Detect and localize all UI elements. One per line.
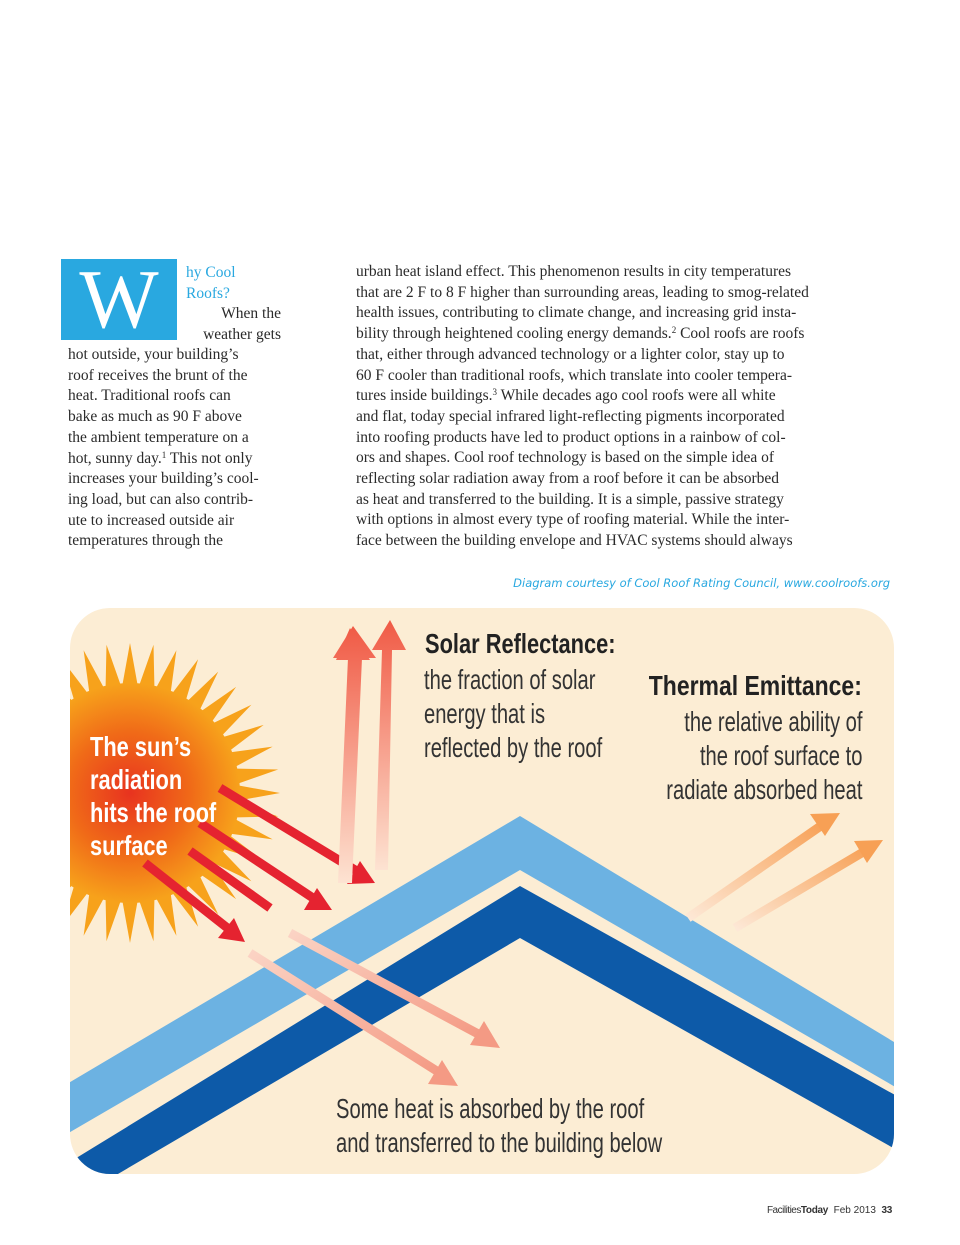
article-heading [186,262,281,304]
definition-line: reflected by the roof [424,732,603,763]
text-segment: bility through heightened cooling energy demands. [356,325,672,343]
drop-cap: W [61,259,177,340]
sun-label [90,730,216,862]
definition-line: the relative ability of [683,706,862,737]
text-line: When the [221,305,281,322]
text-line: health issues, contributing to climate change, and increasing grid insta- [356,304,797,322]
text-line: and flat, today special infrared light-reflecting pigments incorporated [356,407,785,425]
publication-name-bold: Today [800,1205,829,1216]
thermal-emittance-definition [666,705,862,807]
text-segment: Cool roofs are roofs [676,325,805,343]
text-line: temperatures through the [68,532,223,550]
footnote-marker: 1 [161,449,167,460]
text-line: hot outside, your building’s [68,346,239,363]
footnote-marker: 3 [492,387,497,398]
sun-label-line: surface [90,830,168,861]
text-segment: hot, sunny day. [68,449,162,467]
absorbed-line: Some heat is absorbed by the roof [336,1093,645,1124]
emitted-arrows [688,813,883,928]
text-line: bake as much as 90 F above [68,408,242,426]
definition-line: radiate absorbed heat [665,774,862,805]
text-line-footnote [356,324,862,345]
thermal-emittance-title: Thermal Emittance: [648,670,862,701]
solar-reflectance-title: Solar Reflectance: [425,628,616,659]
absorbed-heat-label [336,1092,662,1160]
text-line: increases your building’s cool- [68,470,259,488]
page-footer [767,1205,892,1216]
article-column-2 [356,262,862,552]
text-line: that are 2 F to 8 F higher than surrounding areas, leading to smog-related [356,283,809,301]
text-line: roof receives the brunt of the [68,366,248,384]
cool-roof-diagram [70,608,894,1174]
solar-reflectance-definition [424,663,602,765]
text-line: into roofing products have led to product options in a rainbow of col- [356,428,786,446]
text-segment: tures inside buildings. [356,387,493,405]
text-line: the ambient temperature on a [68,428,249,446]
page-number: 33 [881,1205,892,1216]
text-line: urban heat island effect. This phenomenon results in city temperatures [356,263,792,280]
article-column-1 [68,345,283,552]
text-line: face between the building envelope and HVAC systems should always [356,532,793,550]
text-line: that, either through advanced technology or a lighter color, stay up to [356,345,785,363]
sun-label-line: The sun’s [90,731,192,762]
text-line: ing load, but can also contrib- [68,490,254,508]
footnote-marker: 2 [671,325,677,336]
text-segment: This not only [166,449,253,467]
text-line: 60 F cooler than traditional roofs, which translate into cooler tempera- [356,366,793,384]
diagram-caption: Diagram courtesy of Cool Roof Rating Council, www.coolroofs.org [513,576,890,590]
wrap-text [186,304,281,345]
sun-label-line: hits the roof [90,797,217,828]
definition-line: the roof surface to [699,740,862,771]
definition-line: energy that is [424,698,546,729]
reflected-arrows [333,620,406,883]
absorbed-line: and transferred to the building below [336,1127,663,1158]
issue-date: Feb 2013 [833,1205,876,1216]
text-line: with options in almost every type of roofing material. While the inter- [356,511,790,529]
heading-line: hy Cool [186,264,236,281]
text-line: ute to increased outside air [68,511,235,529]
text-line-footnote [68,449,283,470]
definition-line: the fraction of solar [424,664,596,695]
text-line: weather gets [203,325,281,343]
text-line: ors and shapes. Cool roof technology is based on the simple idea of [356,449,774,467]
text-line: heat. Traditional roofs can [68,387,231,405]
text-segment: While decades ago cool roofs were all white [496,387,776,405]
sun-label-line: radiation [90,764,183,795]
text-line: as heat and transferred to the building. It is a simple, passive strategy [356,490,784,508]
publication-name-light: Facilities [766,1205,801,1216]
text-line-footnote [356,386,862,407]
text-line: reflecting solar radiation away from a roof before it can be absorbed [356,470,780,488]
heading-line: Roofs? [186,285,230,302]
